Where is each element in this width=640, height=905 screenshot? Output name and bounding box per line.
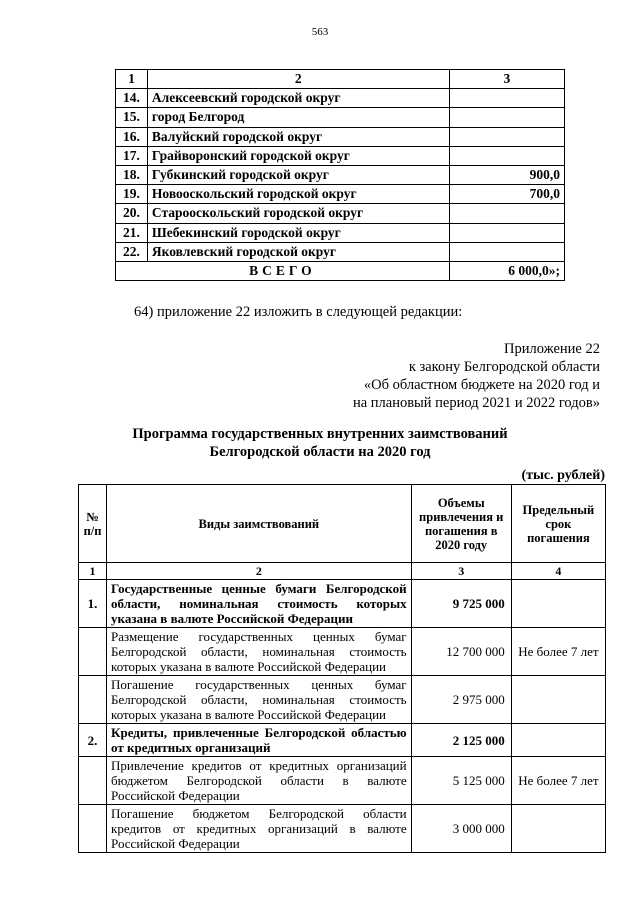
district-name: Яковлевский городской округ [147, 242, 449, 261]
total-label: ВСЕГО [116, 261, 450, 280]
row-number: 17. [116, 146, 148, 165]
section-row [79, 580, 606, 628]
table-row [116, 185, 565, 204]
row-number: 15. [116, 108, 148, 127]
table-row [116, 204, 565, 223]
row-amount: 5 125 000 [411, 757, 511, 805]
row-description: Погашение государственных ценных бумаг Белгородской области, номинальная стоимость которых указана в валюте Российской Федерации [107, 676, 412, 724]
table-row [116, 223, 565, 242]
amount [449, 204, 564, 223]
section-term [511, 724, 605, 757]
district-name: Алексеевский городской округ [147, 89, 449, 108]
row-number: 14. [116, 89, 148, 108]
row-amount: 12 700 000 [411, 628, 511, 676]
amount [449, 223, 564, 242]
column-number-1: 1 [79, 563, 107, 580]
row-number [79, 676, 107, 724]
row-term: Не более 7 лет [511, 757, 605, 805]
table-header-row [79, 485, 606, 563]
amount [449, 108, 564, 127]
total-amount: 6 000,0»; [449, 261, 564, 280]
row-number: 16. [116, 127, 148, 146]
appendix-line: к закону Белгородской области [408, 359, 600, 375]
section-row [79, 724, 606, 757]
district-name: Новооскольский городской округ [147, 185, 449, 204]
appendix-line: «Об областном бюджете на 2020 год и [363, 377, 600, 393]
row-amount: 3 000 000 [411, 805, 511, 853]
table-row [79, 676, 606, 724]
column-number-3: 3 [449, 70, 564, 89]
table-row [116, 89, 565, 108]
section-amount: 9 725 000 [411, 580, 511, 628]
district-name: Шебекинский городской округ [147, 223, 449, 242]
amount [449, 242, 564, 261]
units-label: (тыс. рублей) [521, 468, 605, 483]
column-numbers-row [79, 563, 606, 580]
amount: 900,0 [449, 165, 564, 184]
total-row [116, 261, 565, 280]
row-term [511, 805, 605, 853]
amount [449, 146, 564, 165]
borrowing-program-table [78, 484, 606, 853]
column-number-3: 3 [411, 563, 511, 580]
appendix-line: Приложение 22 [504, 341, 600, 357]
table-row [116, 165, 565, 184]
district-name: Грайворонский городской округ [147, 146, 449, 165]
table-row [79, 628, 606, 676]
column-number-2: 2 [147, 70, 449, 89]
section-title: Государственные ценные бумаги Белгородской области, номинальная стоимость которых указана в валюте Российской Федерации [107, 580, 412, 628]
row-amount: 2 975 000 [411, 676, 511, 724]
column-number-4: 4 [511, 563, 605, 580]
row-description: Привлечение кредитов от кредитных организаций бюджетом Белгородской области в валюте Российской Федерации [107, 757, 412, 805]
section-term [511, 580, 605, 628]
row-number [79, 628, 107, 676]
row-number: 21. [116, 223, 148, 242]
row-number: 18. [116, 165, 148, 184]
row-term: Не более 7 лет [511, 628, 605, 676]
row-description: Размещение государственных ценных бумаг Белгородской области, номинальная стоимость которых указана в валюте Российской Федерации [107, 628, 412, 676]
program-title-line: Белгородской области на 2020 год [209, 444, 431, 460]
table-row [116, 146, 565, 165]
municipal-allocation-table [115, 69, 565, 281]
section-number: 1. [79, 580, 107, 628]
program-title [0, 425, 640, 461]
amendment-item-text: 64) приложение 22 изложить в следующей редакции: [134, 304, 463, 320]
section-amount: 2 125 000 [411, 724, 511, 757]
row-number: 22. [116, 242, 148, 261]
amount: 700,0 [449, 185, 564, 204]
table-header-row [116, 70, 565, 89]
appendix-line: на плановый период 2021 и 2022 годов» [352, 395, 600, 411]
page-number: 563 [311, 26, 329, 38]
row-term [511, 676, 605, 724]
table-row [79, 805, 606, 853]
district-name: Старооскольский городской округ [147, 204, 449, 223]
program-title-line: Программа государственных внутренних заимствований [132, 426, 508, 442]
table-row [116, 242, 565, 261]
amount [449, 89, 564, 108]
section-title: Кредиты, привлеченные Белгородской областью от кредитных организаций [107, 724, 412, 757]
header-number: № п/п [79, 485, 107, 563]
table-row [116, 127, 565, 146]
appendix-header [280, 340, 600, 412]
district-name: город Белгород [147, 108, 449, 127]
header-borrowing-type: Виды заимствований [107, 485, 412, 563]
row-number [79, 805, 107, 853]
column-number-2: 2 [107, 563, 412, 580]
table-row [116, 108, 565, 127]
district-name: Валуйский городской округ [147, 127, 449, 146]
row-description: Погашение бюджетом Белгородской области кредитов от кредитных организаций в валюте Российской Федерации [107, 805, 412, 853]
header-volume: Объемы привлечения и погашения в 2020 году [411, 485, 511, 563]
header-term: Предельный срок погашения [511, 485, 605, 563]
amount [449, 127, 564, 146]
column-number-1: 1 [116, 70, 148, 89]
row-number: 20. [116, 204, 148, 223]
district-name: Губкинский городской округ [147, 165, 449, 184]
row-number: 19. [116, 185, 148, 204]
table-row [79, 757, 606, 805]
section-number: 2. [79, 724, 107, 757]
row-number [79, 757, 107, 805]
